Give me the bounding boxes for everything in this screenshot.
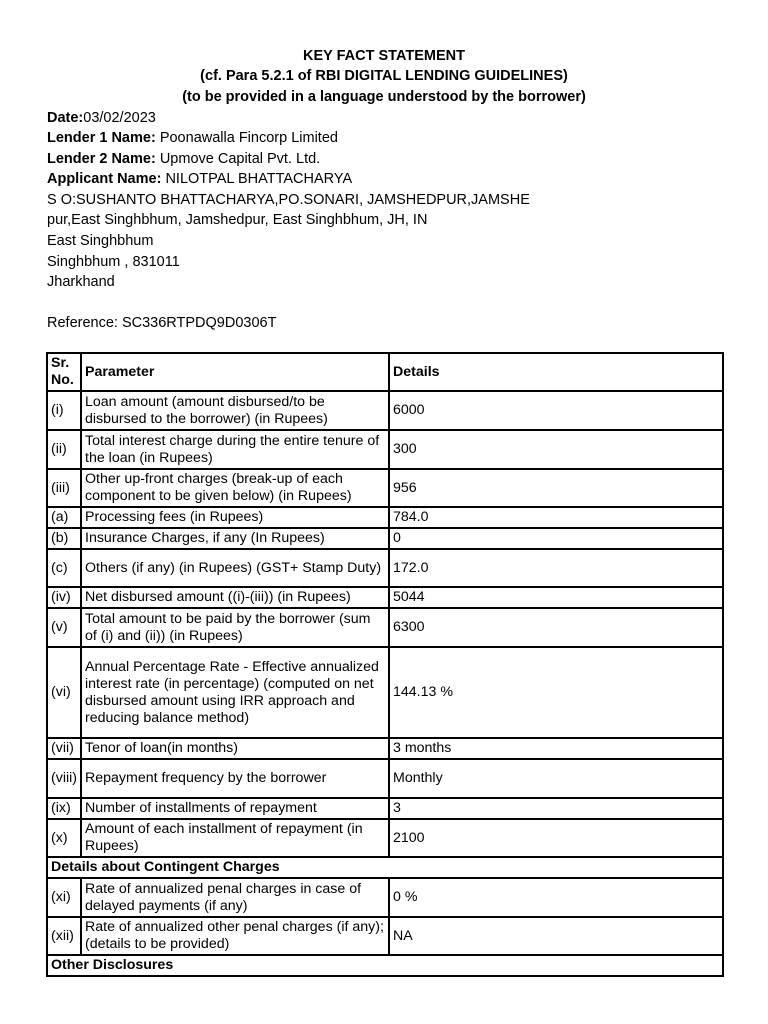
row-sr: (x) (47, 819, 81, 857)
table-row (47, 430, 723, 469)
header-sr-no: Sr. No. (47, 353, 81, 391)
row-detail: 3 months (389, 738, 723, 759)
row-sr: (ii) (47, 430, 81, 469)
row-detail: 6300 (389, 608, 723, 647)
row-detail: 300 (389, 430, 723, 469)
row-detail: Monthly (389, 759, 723, 798)
table-row (47, 798, 723, 819)
row-sr: (i) (47, 391, 81, 430)
applicant-value: NILOTPAL BHATTACHARYA (161, 171, 353, 187)
row-sr: (iii) (47, 469, 81, 507)
row-parameter: Total interest charge during the entire tenure of the loan (in Rupees) (81, 430, 389, 469)
table-row (47, 647, 723, 738)
row-parameter: Amount of each installment of repayment (in Rupees) (81, 819, 389, 857)
row-parameter: Rate of annualized penal charges in case of delayed payments (if any) (81, 878, 389, 917)
address-line-5: Jharkhand (47, 274, 115, 290)
lender2-value: Upmove Capital Pvt. Ltd. (155, 151, 321, 167)
lender2-line (47, 149, 320, 169)
header-parameter: Parameter (81, 353, 389, 391)
row-sr: (c) (47, 549, 81, 587)
table-row (47, 507, 723, 528)
address-line-4: Singhbhum , 831011 (47, 254, 180, 270)
table-row (47, 469, 723, 507)
row-parameter: Rate of annualized other penal charges (if any); (details to be provided) (81, 917, 389, 955)
applicant-line (47, 169, 352, 189)
table-row (47, 549, 723, 587)
header-details: Details (389, 353, 723, 391)
address-line-1: S O:SUSHANTO BHATTACHARYA,PO.SONARI, JAMSHEDPUR,JAMSHE (47, 192, 530, 208)
table-row (47, 391, 723, 430)
row-detail: 3 (389, 798, 723, 819)
row-sr: (xii) (47, 917, 81, 955)
row-sr: (b) (47, 528, 81, 549)
table-row (47, 608, 723, 647)
document-title: KEY FACT STATEMENT (303, 48, 465, 64)
applicant-label: Applicant Name: (47, 171, 162, 187)
row-parameter: Insurance Charges, if any (In Rupees) (81, 528, 389, 549)
table-row (47, 587, 723, 608)
row-parameter: Repayment frequency by the borrower (81, 759, 389, 798)
row-parameter: Others (if any) (in Rupees) (GST+ Stamp Duty) (81, 549, 389, 587)
row-sr: (iv) (47, 587, 81, 608)
address-line-2: pur,East Singhbhum, Jamshedpur, East Singhbhum, JH, IN (47, 212, 428, 228)
table-row (47, 819, 723, 857)
row-parameter: Net disbursed amount ((i)-(iii)) (in Rupees) (81, 587, 389, 608)
row-detail: 784.0 (389, 507, 723, 528)
row-parameter: Total amount to be paid by the borrower (sum of (i) and (ii)) (in Rupees) (81, 608, 389, 647)
row-sr: (viii) (47, 759, 81, 798)
lender1-line (47, 128, 338, 148)
row-detail: 956 (389, 469, 723, 507)
row-detail: NA (389, 917, 723, 955)
row-detail: 144.13 % (389, 647, 723, 738)
row-sr: (v) (47, 608, 81, 647)
row-sr: (xi) (47, 878, 81, 917)
key-fact-table (46, 352, 724, 977)
table-header-row (47, 353, 723, 391)
reference: Reference: SC336RTPDQ9D0306T (47, 315, 277, 331)
contingent-section-row (47, 857, 723, 878)
row-parameter: Processing fees (in Rupees) (81, 507, 389, 528)
document-subtitle: (cf. Para 5.2.1 of RBI DIGITAL LENDING GUIDELINES) (200, 68, 568, 84)
row-sr: (a) (47, 507, 81, 528)
row-parameter: Other up-front charges (break-up of each component to be given below) (in Rupees) (81, 469, 389, 507)
lender1-label: Lender 1 Name: (47, 130, 156, 146)
date-label: Date: (47, 110, 84, 126)
row-detail: 2100 (389, 819, 723, 857)
table-row (47, 878, 723, 917)
date-value: 03/02/2023 (83, 110, 156, 126)
table-row (47, 738, 723, 759)
row-sr: (ix) (47, 798, 81, 819)
address-line-3: East Singhbhum (47, 233, 154, 249)
row-detail: 6000 (389, 391, 723, 430)
contingent-heading: Details about Contingent Charges (47, 857, 723, 878)
other-disclosures-heading: Other Disclosures (47, 955, 723, 976)
document-note: (to be provided in a language understood by the borrower) (182, 89, 586, 105)
row-sr: (vi) (47, 647, 81, 738)
row-parameter: Loan amount (amount disbursed/to be disbursed to the borrower) (in Rupees) (81, 391, 389, 430)
other-disclosures-row (47, 955, 723, 976)
row-detail: 5044 (389, 587, 723, 608)
row-parameter: Annual Percentage Rate - Effective annualized interest rate (in percentage) (computed on net disbursed amount using IRR approach and reducing balance method) (81, 647, 389, 738)
date-line (47, 108, 156, 128)
table-row (47, 528, 723, 549)
table-row (47, 759, 723, 798)
lender2-label: Lender 2 Name: (47, 151, 156, 167)
row-detail: 0 (389, 528, 723, 549)
row-detail: 0 % (389, 878, 723, 917)
row-sr: (vii) (47, 738, 81, 759)
lender1-value: Poonawalla Fincorp Limited (155, 130, 338, 146)
row-parameter: Tenor of loan(in months) (81, 738, 389, 759)
row-detail: 172.0 (389, 549, 723, 587)
row-parameter: Number of installments of repayment (81, 798, 389, 819)
table-row (47, 917, 723, 955)
